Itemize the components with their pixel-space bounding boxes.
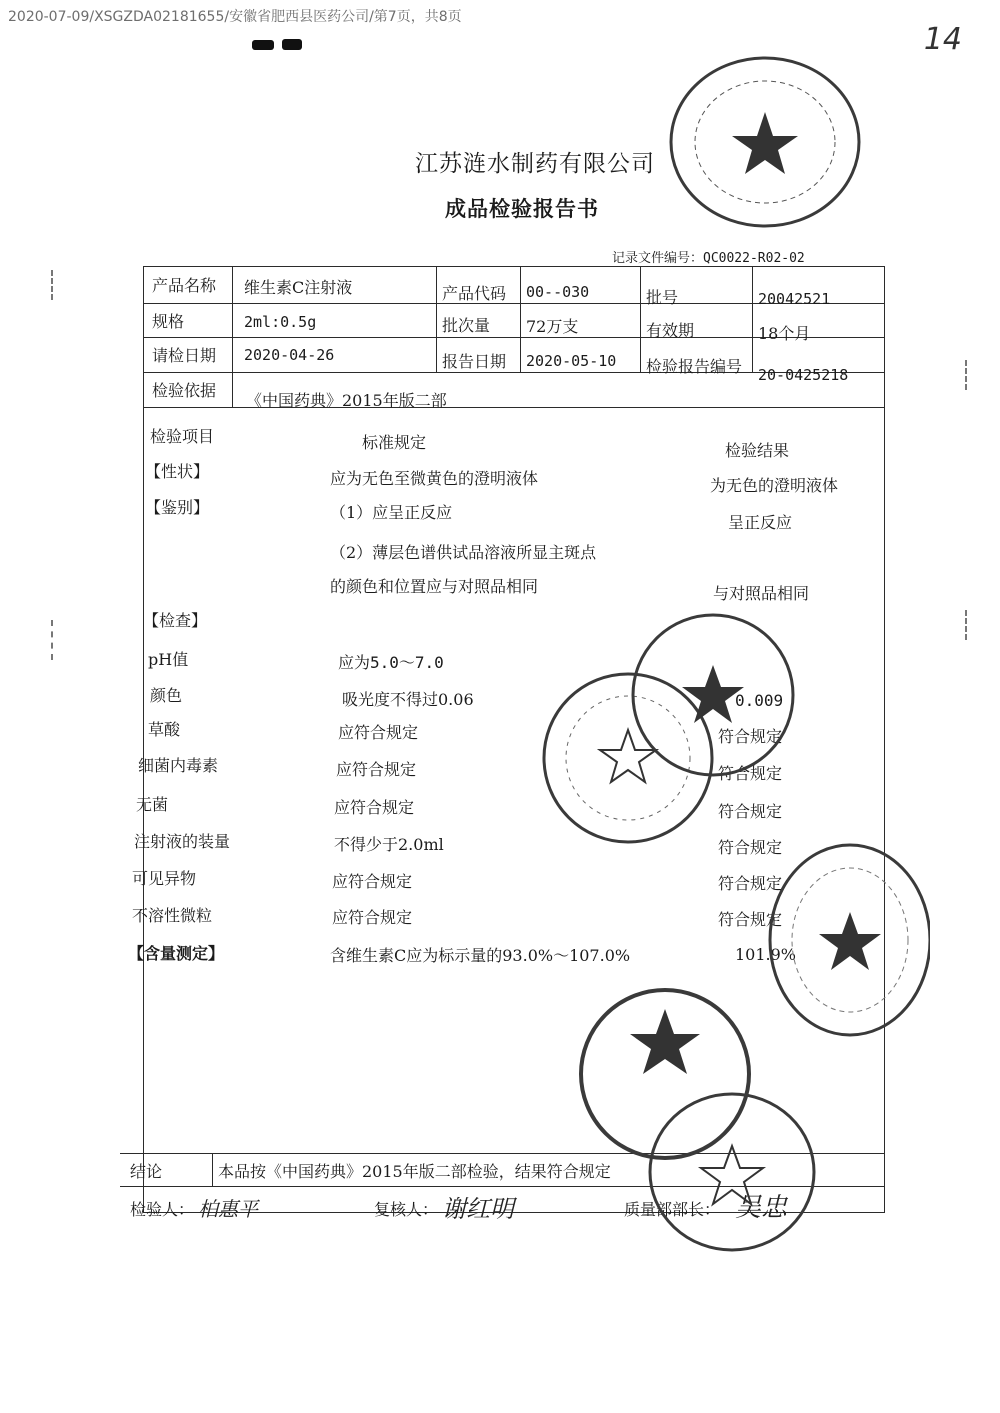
check-item: 无菌 [136, 795, 169, 814]
assay-standard: 含维生素C应为标示量的93.0%～107.0% [330, 946, 631, 965]
scan-fold-line [965, 610, 967, 640]
check-standard: 应符合规定 [332, 872, 413, 891]
validity-label: 有效期 [646, 321, 695, 340]
table-rule [232, 266, 233, 407]
check-item: 细菌内毒素 [138, 756, 219, 775]
check-standard: 应符合规定 [334, 798, 415, 817]
check-item: pH值 [148, 650, 189, 669]
conclusion-text: 本品按《中国药典》2015年版二部检验，结果符合规定 [218, 1162, 611, 1181]
seal-stamp-top-right [665, 52, 865, 232]
report-title: 成品检验报告书 [445, 196, 599, 221]
scan-fold-line [51, 270, 53, 300]
product-name-value: 维生素C注射液 [244, 278, 353, 297]
table-rule [520, 266, 521, 372]
seal-stamp-right-edge [760, 840, 930, 1040]
reviewer-signature: 谢红明 [442, 1195, 514, 1223]
check-standard: 应为5.0～7.0 [338, 653, 444, 672]
spec-label: 规格 [152, 312, 185, 331]
inspector-label: 检验人： [130, 1200, 195, 1219]
qa-head-label: 质量部部长： [624, 1200, 721, 1219]
check-result: 0.009 [735, 691, 784, 710]
basis-label: 检验依据 [152, 381, 217, 400]
check-standard: 应符合规定 [332, 908, 413, 927]
identification-result-2: 与对照品相同 [713, 584, 810, 603]
company-name: 江苏涟水制药有限公司 [415, 151, 655, 177]
col-item-heading: 检验项目 [150, 427, 215, 446]
table-rule [640, 266, 641, 372]
conclusion-label: 结论 [130, 1162, 163, 1181]
seal-stamp-bottom [645, 1090, 820, 1255]
check-item: 不溶性微粒 [132, 906, 213, 925]
check-item: 可见异物 [132, 869, 197, 888]
scan-fold-line [965, 360, 967, 390]
check-standard: 应符合规定 [336, 760, 417, 779]
report-date-value: 2020-05-10 [526, 352, 617, 370]
product-name-label: 产品名称 [152, 276, 217, 295]
batch-label: 批号 [646, 288, 679, 307]
appearance-result: 为无色的澄明液体 [710, 476, 839, 495]
check-standard: 应符合规定 [338, 723, 419, 742]
record-file-number: 记录文件编号：QC0022-R02-02 [612, 251, 805, 266]
scan-blot [282, 39, 302, 50]
product-code-value: 00--030 [526, 283, 590, 301]
check-result: 符合规定 [718, 874, 783, 893]
report-no-value: 20-0425218 [758, 366, 849, 384]
reviewer-label: 复核人： [374, 1200, 439, 1219]
check-item: 草酸 [148, 720, 181, 739]
check-result: 符合规定 [718, 764, 783, 783]
basis-value: 《中国药典》2015年版二部 [246, 391, 447, 410]
check-result: 符合规定 [718, 910, 783, 929]
identification-standard-1: （1）应呈正反应 [330, 503, 453, 522]
col-result-heading: 检验结果 [725, 441, 790, 460]
check-result: 符合规定 [718, 838, 783, 857]
report-no-label: 检验报告编号 [646, 357, 743, 376]
identification-result-1: 呈正反应 [728, 513, 793, 532]
seal-stamp-center-right [628, 610, 798, 780]
document-header-watermark: 2020-07-09/XSGZDA02181655/安徽省肥西县医药公司/第7页，共8页 [8, 9, 462, 25]
identification-standard-2b: 的颜色和位置应与对照品相同 [330, 577, 539, 596]
table-rule [212, 1153, 213, 1186]
table-rule [436, 266, 437, 372]
section-check: 【检查】 [143, 611, 208, 630]
check-standard: 不得少于2.0ml [334, 835, 444, 854]
check-result: 符合规定 [718, 802, 783, 821]
product-code-label: 产品代码 [442, 284, 507, 303]
inspector-signature: 柏惠平 [198, 1197, 258, 1221]
scan-blot [252, 40, 274, 50]
scan-fold-line [51, 620, 53, 660]
request-date-label: 请检日期 [152, 346, 217, 365]
batch-qty-value: 72万支 [526, 317, 579, 336]
spec-value: 2ml:0.5g [244, 313, 317, 331]
request-date-value: 2020-04-26 [244, 346, 335, 364]
section-identification: 【鉴别】 [145, 498, 210, 517]
check-result: 符合规定 [718, 727, 783, 746]
batch-value: 20042521 [758, 290, 831, 308]
check-item: 注射液的装量 [134, 832, 231, 851]
check-item: 颜色 [150, 686, 183, 705]
assay-result: 101.9% [735, 945, 797, 964]
qa-head-signature: 吴忠 [735, 1193, 788, 1223]
validity-value: 18个月 [758, 324, 811, 343]
check-standard: 吸光度不得过0.06 [342, 690, 474, 709]
section-appearance: 【性状】 [145, 462, 210, 481]
assay-item: 【含量测定】 [128, 944, 225, 963]
handwritten-page-number: 14 [923, 22, 962, 57]
col-standard-heading: 标准规定 [362, 433, 427, 452]
report-date-label: 报告日期 [442, 352, 507, 371]
identification-standard-2a: （2）薄层色谱供试品溶液所显主斑点 [330, 543, 597, 562]
batch-qty-label: 批次量 [442, 316, 491, 335]
table-rule [752, 266, 753, 372]
appearance-standard: 应为无色至微黄色的澄明液体 [330, 469, 539, 488]
